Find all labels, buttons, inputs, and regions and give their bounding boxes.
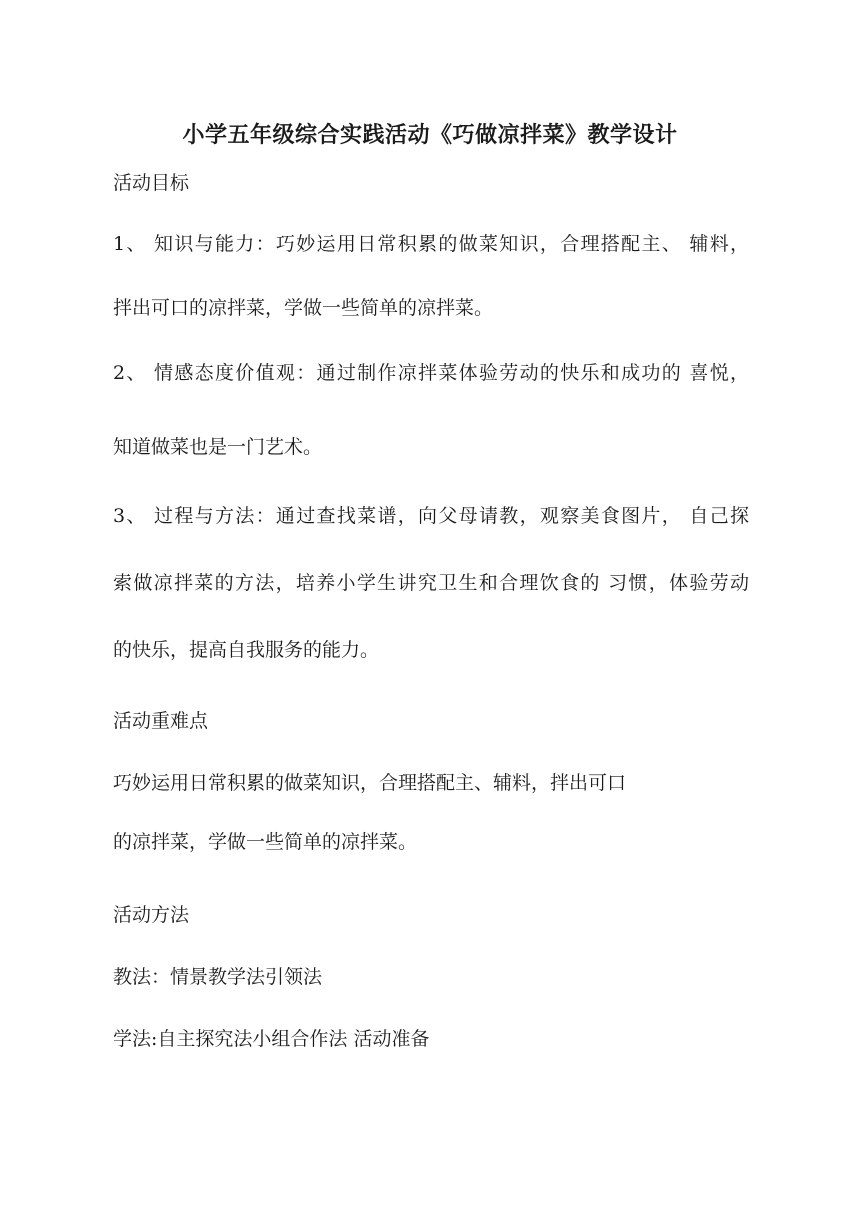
- document-title: 小学五年级综合实践活动《巧做凉拌菜》教学设计: [182, 122, 678, 148]
- paragraph-line: 巧妙运用日常积累的做菜知识，合理搭配主、辅料，拌出可口: [113, 772, 627, 794]
- paragraph-line: 2、 情感态度价值观：通过制作凉拌菜体验劳动的快乐和成功的 喜悦，: [113, 362, 749, 384]
- paragraph-line: 教法：情景教学法引领法: [113, 966, 323, 988]
- paragraph-line: 3、 过程与方法：通过查找菜谱，向父母请教，观察美食图片， 自己探: [113, 505, 749, 527]
- section-heading-methods: 活动方法: [113, 904, 190, 926]
- paragraph-line: 知道做菜也是一门艺术。: [113, 436, 323, 458]
- section-heading-objectives: 活动目标: [113, 172, 190, 194]
- paragraph-line: 的快乐，提高自我服务的能力。: [113, 639, 380, 661]
- paragraph-line: 拌出可口的凉拌菜，学做一些简单的凉拌菜。: [113, 297, 494, 319]
- paragraph-line: 索做凉拌菜的方法，培养小学生讲究卫生和合理饮食的 习惯，体验劳动: [113, 572, 749, 594]
- paragraph-line: 学法:自主探究法小组合作法 活动准备: [113, 1028, 430, 1050]
- paragraph-line: 的凉拌菜，学做一些简单的凉拌菜。: [113, 831, 418, 853]
- section-heading-key-points: 活动重难点: [113, 710, 209, 732]
- paragraph-line: 1、 知识与能力：巧妙运用日常积累的做菜知识，合理搭配主、 辅料，: [113, 233, 749, 255]
